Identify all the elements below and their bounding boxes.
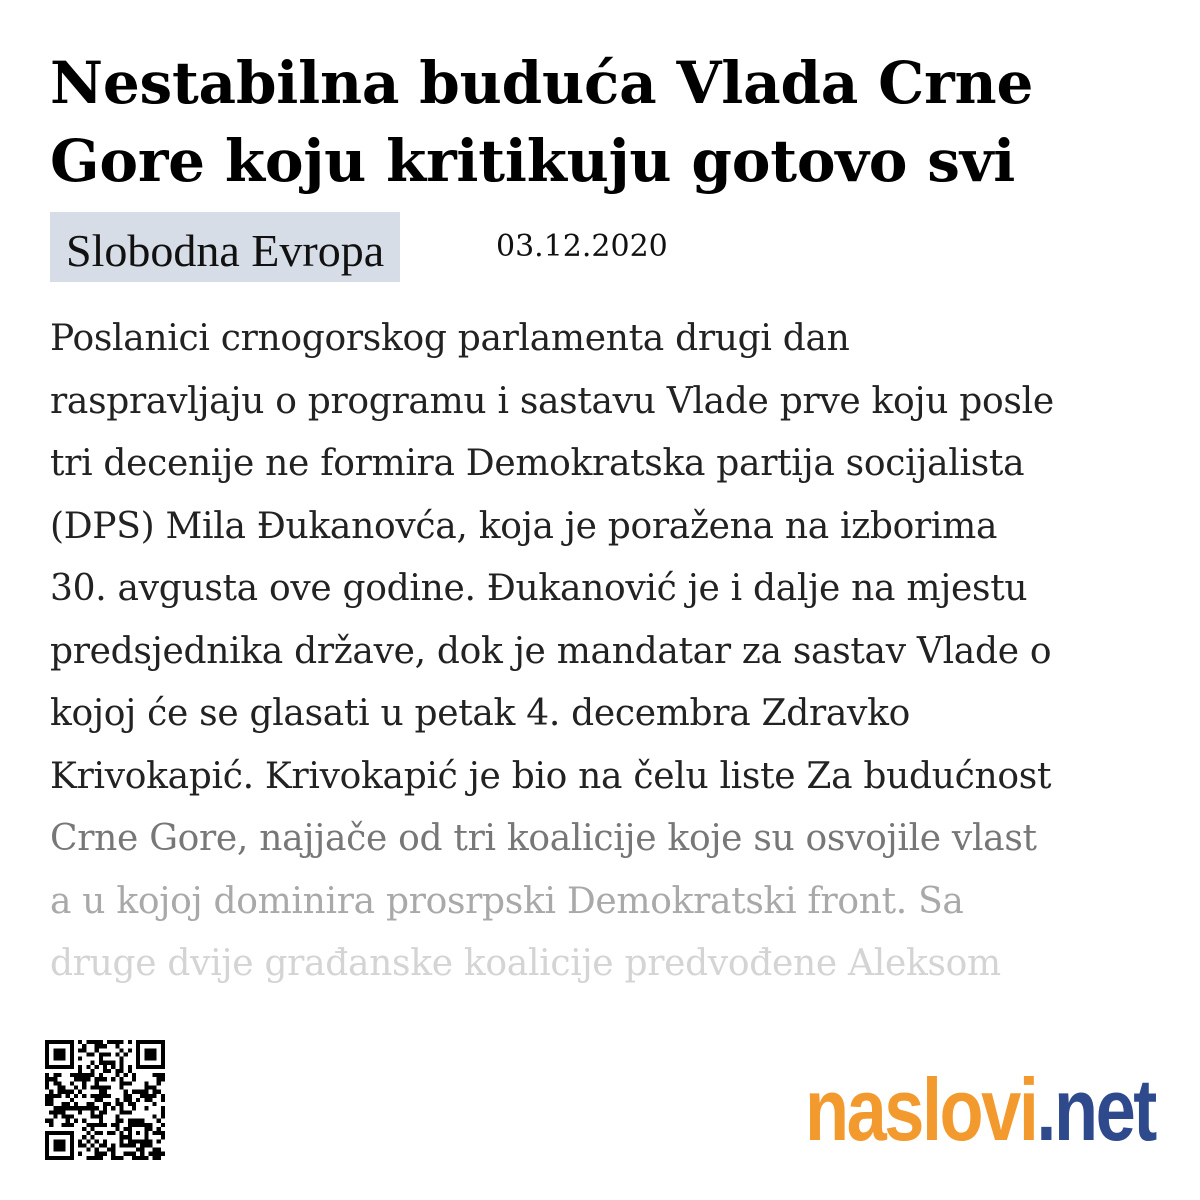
body-line: Krivokapić. Krivokapić je bio na čelu liste Za budućnost (50, 755, 1052, 797)
logo-part-naslovi: naslovi (805, 1060, 1037, 1159)
logo-part-net: .net (1036, 1060, 1155, 1159)
body-line: predsjednika države, dok je mandatar za sastav Vlade o (50, 630, 1052, 672)
site-logo[interactable] (805, 1050, 1155, 1170)
article-title: Nestabilna buduća Vlada Crne Gore koju kritikuju gotovo svi (50, 49, 1034, 195)
body-line: tri decenije ne formira Demokratska partija socijalista (50, 443, 1025, 484)
body-line: Poslanici crnogorskog parlamenta drugi dan (50, 318, 850, 359)
body-line: druge dvije građanske koalicije predvođene Aleksom (50, 943, 1001, 984)
body-line: a u kojoj dominira prosrpski Demokratski front. Sa (50, 880, 964, 922)
article-body (50, 308, 1160, 996)
source-badge: Slobodna Evropa (50, 212, 400, 282)
body-line: 30. avgusta ove godine. Đukanović je i dalje na mjestu (50, 568, 1028, 609)
body-line: kojoj će se glasati u petak 4. decembra Zdravko (50, 693, 910, 734)
body-line: raspravljaju o programu i sastavu Vlade prve koju posle (50, 380, 1054, 422)
body-line: Crne Gore, najjače od tri koalicije koje su osvojile vlast (50, 818, 1037, 859)
qr-code-icon[interactable] (45, 1038, 165, 1162)
article-date: 03.12.2020 (496, 229, 668, 264)
body-line: (DPS) Mila Đukanovća, koja je poražena na izborima (50, 505, 998, 547)
